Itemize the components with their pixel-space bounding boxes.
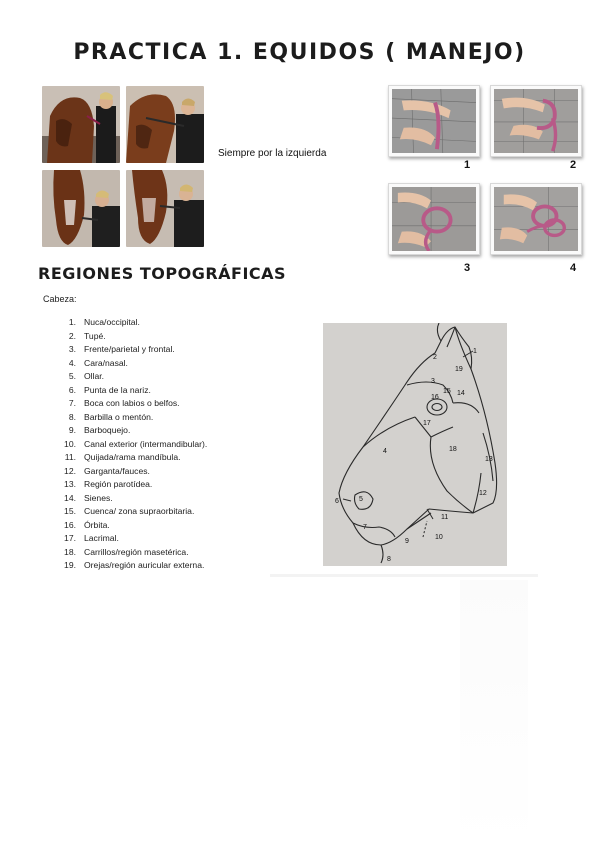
list-item: 5. Ollar. [68, 371, 105, 381]
knot-step-1-image [388, 85, 480, 157]
knot-step-2-number: 2 [570, 159, 577, 171]
knot-step-2-image [490, 85, 582, 157]
list-item: 15. Cuenca/ zona supraorbitaria. [64, 506, 195, 516]
list-item: 9. Barboquejo. [68, 425, 131, 435]
diagram-label-9: 9 [405, 538, 409, 545]
diagram-label-17: 17 [423, 420, 431, 427]
diagram-label-12: 12 [479, 490, 487, 497]
list-item: 11. Quijada/rama mandíbula. [64, 452, 181, 462]
list-item: 16. Órbita. [64, 519, 110, 530]
diagram-label-14: 14 [457, 390, 465, 397]
knot-step-3-number: 3 [464, 262, 471, 274]
diagram-label-18: 18 [449, 446, 457, 453]
list-item: 4. Cara/nasal. [68, 357, 128, 368]
list-item: 19. Orejas/región auricular externa. [64, 560, 205, 570]
faint-divider [270, 574, 538, 577]
faint-shade [460, 580, 528, 848]
diagram-label-19: 19 [455, 366, 463, 373]
horse-head-diagram [323, 323, 507, 566]
diagram-label-13: 13 [485, 456, 493, 463]
list-item: 8. Barbilla o mentón. [68, 411, 154, 422]
list-item: 2. Tupé. [68, 330, 106, 341]
list-item: 18. Carrillos/región masetérica. [64, 546, 189, 557]
diagram-label-3: 3 [431, 378, 435, 385]
horse-photo-1 [42, 86, 120, 163]
list-item: 7. Boca con labios o belfos. [68, 398, 180, 408]
diagram-label-1: 1 [473, 348, 477, 355]
diagram-label-10: 10 [435, 534, 443, 541]
horse-photo-3 [42, 170, 120, 247]
diagram-label-6: 6 [335, 498, 339, 505]
diagram-label-2: 2 [433, 354, 437, 361]
list-item: 17. Lacrimal. [64, 533, 119, 543]
diagram-label-7: 7 [363, 524, 367, 531]
section-label: Cabeza: [43, 294, 77, 304]
horse-photo-2 [126, 86, 204, 163]
regions-list [58, 316, 207, 573]
section-title: REGIONES TOPOGRÁFICAS [38, 264, 287, 283]
diagram-label-4: 4 [383, 448, 387, 455]
knot-step-1-number: 1 [464, 159, 471, 171]
diagram-label-16: 16 [431, 394, 439, 401]
knot-step-4-number: 4 [570, 262, 577, 274]
list-item: 14. Sienes. [64, 492, 113, 503]
list-item: 12. Garganta/fauces. [64, 465, 150, 476]
page-title: PRACTICA 1. EQUIDOS ( MANEJO) [73, 40, 526, 65]
list-item: 13. Región parotídea. [64, 479, 153, 489]
knot-step-3-image [388, 183, 480, 255]
diagram-label-5: 5 [359, 496, 363, 503]
list-item: 6. Punta de la nariz. [68, 384, 151, 395]
diagram-label-8: 8 [387, 556, 391, 563]
horse-photo-4 [126, 170, 204, 247]
diagram-label-15: 15 [443, 388, 451, 395]
list-item: 3. Frente/parietal y frontal. [68, 344, 175, 354]
list-item: 1. Nuca/occipital. [68, 317, 140, 327]
list-item: 10. Canal exterior (intermandibular). [64, 438, 208, 449]
knot-step-4-image [490, 183, 582, 255]
photo-caption: Siempre por la izquierda [218, 148, 327, 159]
diagram-label-11: 11 [441, 514, 449, 521]
